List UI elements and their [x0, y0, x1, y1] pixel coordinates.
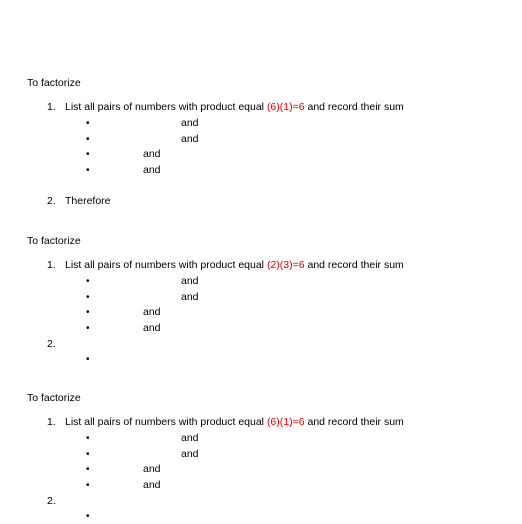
block3-heading: To factorize: [27, 392, 81, 404]
block1-step2-number: 2.: [47, 195, 56, 207]
block2-step1-text: [65, 258, 404, 272]
bullet-and: and: [143, 322, 161, 334]
bullet-icon: •: [86, 354, 90, 365]
bullet-icon: •: [86, 464, 90, 475]
block3-step1-number: 1.: [47, 416, 56, 428]
bullet-icon: •: [86, 323, 90, 334]
block1-step1-number: 1.: [47, 101, 56, 113]
product-expression: (6)(1)=6: [266, 101, 305, 113]
bullet-icon: •: [86, 149, 90, 160]
bullet-and: and: [181, 133, 199, 145]
block2-step2-number: 2.: [47, 338, 56, 350]
block2-heading: To factorize: [27, 235, 81, 247]
bullet-icon: •: [86, 292, 90, 303]
product-expression: (2)(3)=6: [266, 259, 305, 271]
step1-text-pre: List all pairs of numbers with product equal: [65, 259, 267, 271]
bullet-and: and: [143, 164, 161, 176]
bullet-and: and: [143, 479, 161, 491]
bullet-and: and: [181, 432, 199, 444]
bullet-and: and: [143, 463, 161, 475]
block2-step1-number: 1.: [47, 259, 56, 271]
bullet-and: and: [181, 275, 199, 287]
step1-text-post: and record their sum: [304, 416, 404, 428]
block1-heading: To factorize: [27, 77, 81, 89]
bullet-and: and: [181, 448, 199, 460]
bullet-icon: •: [86, 433, 90, 444]
bullet-and: and: [181, 291, 199, 303]
bullet-icon: •: [86, 134, 90, 145]
step1-text-post: and record their sum: [304, 101, 404, 113]
bullet-icon: •: [86, 118, 90, 129]
product-expression: (6)(1)=6: [266, 416, 305, 428]
bullet-and: and: [143, 306, 161, 318]
block1-step1-text: [65, 100, 404, 114]
step1-text-post: and record their sum: [304, 259, 404, 271]
bullet-icon: •: [86, 449, 90, 460]
bullet-icon: •: [86, 165, 90, 176]
bullet-and: and: [181, 117, 199, 129]
bullet-icon: •: [86, 307, 90, 318]
bullet-and: and: [143, 148, 161, 160]
bullet-icon: •: [86, 480, 90, 491]
block1-step2-text: Therefore: [65, 195, 111, 207]
bullet-icon: •: [86, 511, 90, 522]
bullet-icon: •: [86, 276, 90, 287]
block3-step2-number: 2.: [47, 495, 56, 507]
step1-text-pre: List all pairs of numbers with product equal: [65, 101, 267, 113]
block3-step1-text: [65, 415, 404, 429]
step1-text-pre: List all pairs of numbers with product equal: [65, 416, 267, 428]
